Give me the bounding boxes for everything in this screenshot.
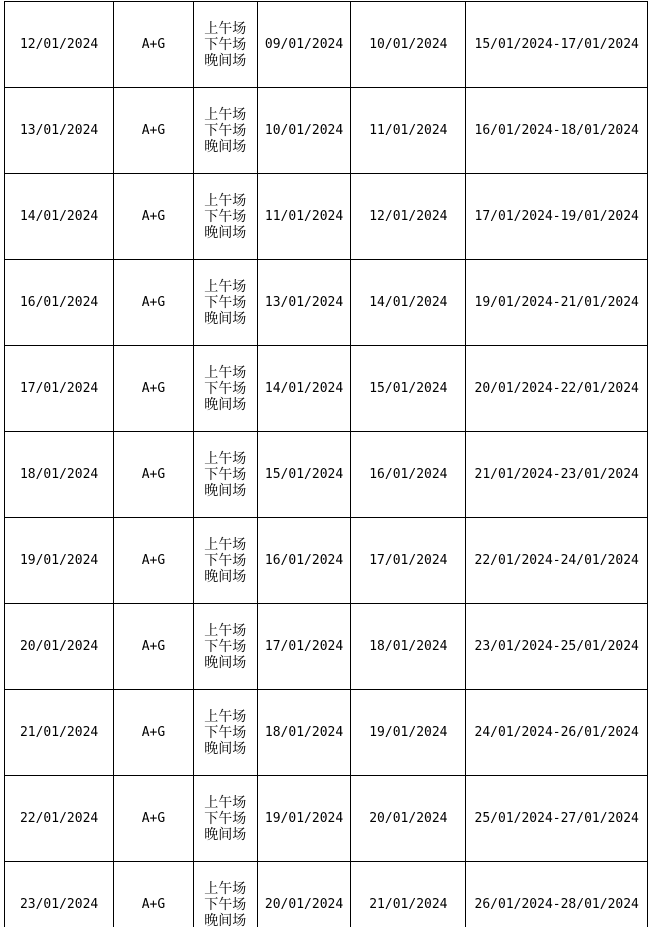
table-row: [5, 346, 648, 432]
date-range-cell: 16/01/2024-18/01/2024: [466, 88, 648, 174]
date-range-cell: 25/01/2024-27/01/2024: [466, 776, 648, 862]
first-date-cell: 17/01/2024: [257, 604, 351, 690]
group-cell: A+G: [114, 260, 194, 346]
session-cell: 上午场 下午场 晚间场: [193, 432, 257, 518]
session-cell: 上午场 下午场 晚间场: [193, 88, 257, 174]
group-cell: A+G: [114, 862, 194, 927]
group-cell: A+G: [114, 776, 194, 862]
first-date-cell: 13/01/2024: [257, 260, 351, 346]
session-cell: 上午场 下午场 晚间场: [193, 260, 257, 346]
date-range-cell: 22/01/2024-24/01/2024: [466, 518, 648, 604]
first-date-cell: 14/01/2024: [257, 346, 351, 432]
date-range-cell: 21/01/2024-23/01/2024: [466, 432, 648, 518]
exam-date-cell: 22/01/2024: [5, 776, 114, 862]
table-row: [5, 174, 648, 260]
group-cell: A+G: [114, 690, 194, 776]
first-date-cell: 18/01/2024: [257, 690, 351, 776]
second-date-cell: 20/01/2024: [351, 776, 466, 862]
first-date-cell: 20/01/2024: [257, 862, 351, 927]
session-cell: 上午场 下午场 晚间场: [193, 518, 257, 604]
first-date-cell: 16/01/2024: [257, 518, 351, 604]
table-row: [5, 88, 648, 174]
date-range-cell: 17/01/2024-19/01/2024: [466, 174, 648, 260]
table-row: [5, 260, 648, 346]
second-date-cell: 10/01/2024: [351, 2, 466, 88]
group-cell: A+G: [114, 346, 194, 432]
first-date-cell: 19/01/2024: [257, 776, 351, 862]
session-cell: 上午场 下午场 晚间场: [193, 690, 257, 776]
table-row: [5, 518, 648, 604]
group-cell: A+G: [114, 174, 194, 260]
exam-date-cell: 20/01/2024: [5, 604, 114, 690]
table-row: [5, 862, 648, 927]
second-date-cell: 17/01/2024: [351, 518, 466, 604]
second-date-cell: 18/01/2024: [351, 604, 466, 690]
exam-date-cell: 13/01/2024: [5, 88, 114, 174]
exam-date-cell: 17/01/2024: [5, 346, 114, 432]
second-date-cell: 15/01/2024: [351, 346, 466, 432]
first-date-cell: 15/01/2024: [257, 432, 351, 518]
exam-date-cell: 19/01/2024: [5, 518, 114, 604]
session-cell: 上午场 下午场 晚间场: [193, 604, 257, 690]
session-cell: 上午场 下午场 晚间场: [193, 174, 257, 260]
date-range-cell: 20/01/2024-22/01/2024: [466, 346, 648, 432]
second-date-cell: 12/01/2024: [351, 174, 466, 260]
date-range-cell: 24/01/2024-26/01/2024: [466, 690, 648, 776]
schedule-table: [4, 1, 648, 927]
group-cell: A+G: [114, 604, 194, 690]
table-row: [5, 604, 648, 690]
exam-date-cell: 18/01/2024: [5, 432, 114, 518]
first-date-cell: 09/01/2024: [257, 2, 351, 88]
session-cell: 上午场 下午场 晚间场: [193, 2, 257, 88]
date-range-cell: 23/01/2024-25/01/2024: [466, 604, 648, 690]
exam-date-cell: 12/01/2024: [5, 2, 114, 88]
second-date-cell: 11/01/2024: [351, 88, 466, 174]
table-row: [5, 690, 648, 776]
schedule-table-body: [5, 2, 648, 927]
first-date-cell: 10/01/2024: [257, 88, 351, 174]
exam-date-cell: 21/01/2024: [5, 690, 114, 776]
session-cell: 上午场 下午场 晚间场: [193, 862, 257, 927]
date-range-cell: 15/01/2024-17/01/2024: [466, 2, 648, 88]
second-date-cell: 21/01/2024: [351, 862, 466, 927]
exam-date-cell: 23/01/2024: [5, 862, 114, 927]
group-cell: A+G: [114, 88, 194, 174]
second-date-cell: 14/01/2024: [351, 260, 466, 346]
exam-date-cell: 14/01/2024: [5, 174, 114, 260]
session-cell: 上午场 下午场 晚间场: [193, 776, 257, 862]
group-cell: A+G: [114, 2, 194, 88]
date-range-cell: 26/01/2024-28/01/2024: [466, 862, 648, 927]
group-cell: A+G: [114, 518, 194, 604]
second-date-cell: 16/01/2024: [351, 432, 466, 518]
session-cell: 上午场 下午场 晚间场: [193, 346, 257, 432]
exam-date-cell: 16/01/2024: [5, 260, 114, 346]
first-date-cell: 11/01/2024: [257, 174, 351, 260]
group-cell: A+G: [114, 432, 194, 518]
second-date-cell: 19/01/2024: [351, 690, 466, 776]
date-range-cell: 19/01/2024-21/01/2024: [466, 260, 648, 346]
table-row: [5, 2, 648, 88]
table-row: [5, 776, 648, 862]
table-row: [5, 432, 648, 518]
